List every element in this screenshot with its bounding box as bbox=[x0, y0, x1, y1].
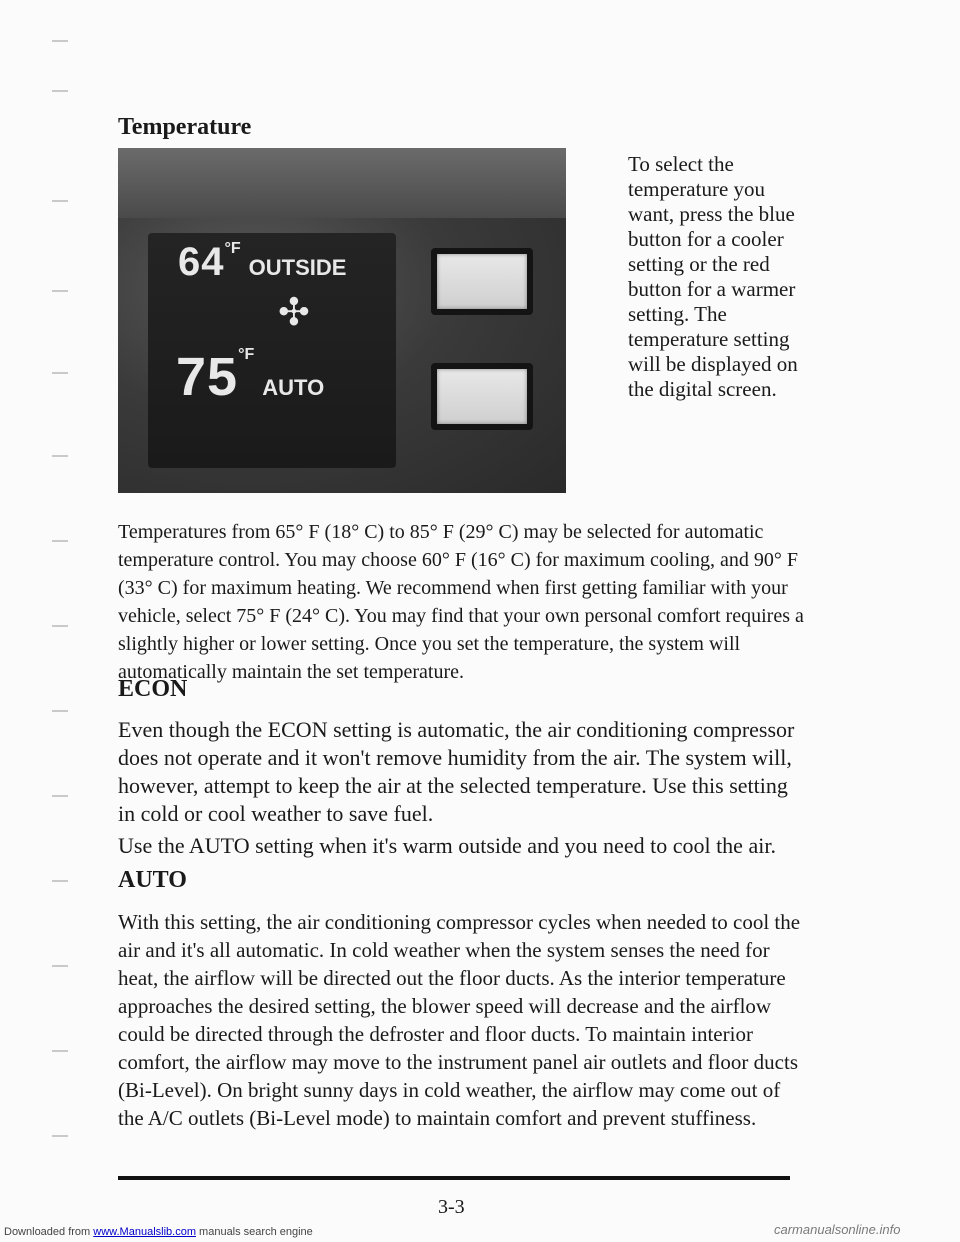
warmer-button bbox=[431, 363, 533, 430]
margin-mark bbox=[52, 372, 68, 374]
mode-label: AUTO bbox=[262, 375, 325, 400]
section-heading-econ: ECON bbox=[118, 676, 188, 702]
outside-temp-value: 64 bbox=[178, 240, 225, 284]
econ-text: Even though the ECON setting is automatic, the air conditioning compressor does not operate and it won't remove humidity from the air. The system will, however, attempt to keep the air at the selected temperature. Use this setting in cold or cool weather to save fuel. bbox=[118, 717, 795, 826]
section-heading-temperature: Temperature bbox=[118, 114, 252, 140]
outside-temp-readout bbox=[178, 240, 346, 285]
footer-prefix: Downloaded from bbox=[4, 1226, 91, 1238]
margin-mark bbox=[52, 540, 68, 542]
margin-mark bbox=[52, 880, 68, 882]
manualslib-link[interactable]: www.Manualslib.com bbox=[93, 1226, 196, 1238]
watermark: carmanualsonline.info bbox=[774, 1222, 901, 1237]
temperature-range-text: Temperatures from 65° F (18° C) to 85° F (29° C) may be selected for automatic temperature control. You may choose 60° F (16° C) for maximum cooling, and 90° F (33° C) for maximum heating. We recommend when first getting familiar with your vehicle, select 75° F (24° C). You may find that your own personal comfort requires a slightly higher or lower setting. Once you set the temperature, the system will automatically maintain the set temperature. bbox=[118, 521, 804, 683]
footer-rule bbox=[118, 1176, 790, 1180]
outside-label: OUTSIDE bbox=[248, 255, 347, 280]
set-temp-unit: °F bbox=[238, 346, 255, 363]
margin-mark bbox=[52, 625, 68, 627]
margin-mark bbox=[52, 965, 68, 967]
footer-suffix: manuals search engine bbox=[199, 1226, 313, 1238]
outside-temp-unit: °F bbox=[224, 240, 241, 257]
auto-text: With this setting, the air conditioning compressor cycles when needed to cool the air and it's all automatic. In cold weather when the system senses the need for heat, the airflow will be directed out the floor ducts. As the interior temperature approaches the desired setting, the blower speed will decrease and the airflow could be directed through the defroster and floor ducts. To maintain interior comfort, the airflow may move to the instrument panel air outlets and floor ducts (Bi-Level). On bright sunny days in cold weather, the airflow may come out of the A/C outlets (Bi-Level mode) to maintain comfort and prevent stuffiness. bbox=[118, 910, 801, 1130]
use-auto-text: Use the AUTO setting when it's warm outside and you need to cool the air. bbox=[118, 833, 776, 858]
margin-mark bbox=[52, 1050, 68, 1052]
margin-mark bbox=[52, 200, 68, 202]
section-heading-auto: AUTO bbox=[118, 867, 187, 893]
cooler-button bbox=[431, 248, 533, 315]
margin-mark bbox=[52, 1135, 68, 1137]
margin-mark bbox=[52, 795, 68, 797]
margin-mark bbox=[52, 710, 68, 712]
temperature-intro-text: To select the temperature you want, press the blue button for a cooler setting or the red button for a warmer setting. The temperature setting will be displayed on the digital screen. bbox=[628, 152, 798, 401]
margin-mark bbox=[52, 455, 68, 457]
margin-mark bbox=[52, 90, 68, 92]
photo-bezel bbox=[118, 148, 566, 218]
margin-mark bbox=[52, 290, 68, 292]
margin-mark bbox=[52, 40, 68, 42]
set-temp-readout bbox=[176, 346, 324, 408]
fan-icon: ✣ bbox=[278, 290, 310, 334]
climate-control-photo bbox=[118, 148, 566, 493]
page-number: 3-3 bbox=[438, 1196, 465, 1218]
set-temp-value: 75 bbox=[176, 347, 239, 407]
download-footer bbox=[4, 1226, 313, 1238]
